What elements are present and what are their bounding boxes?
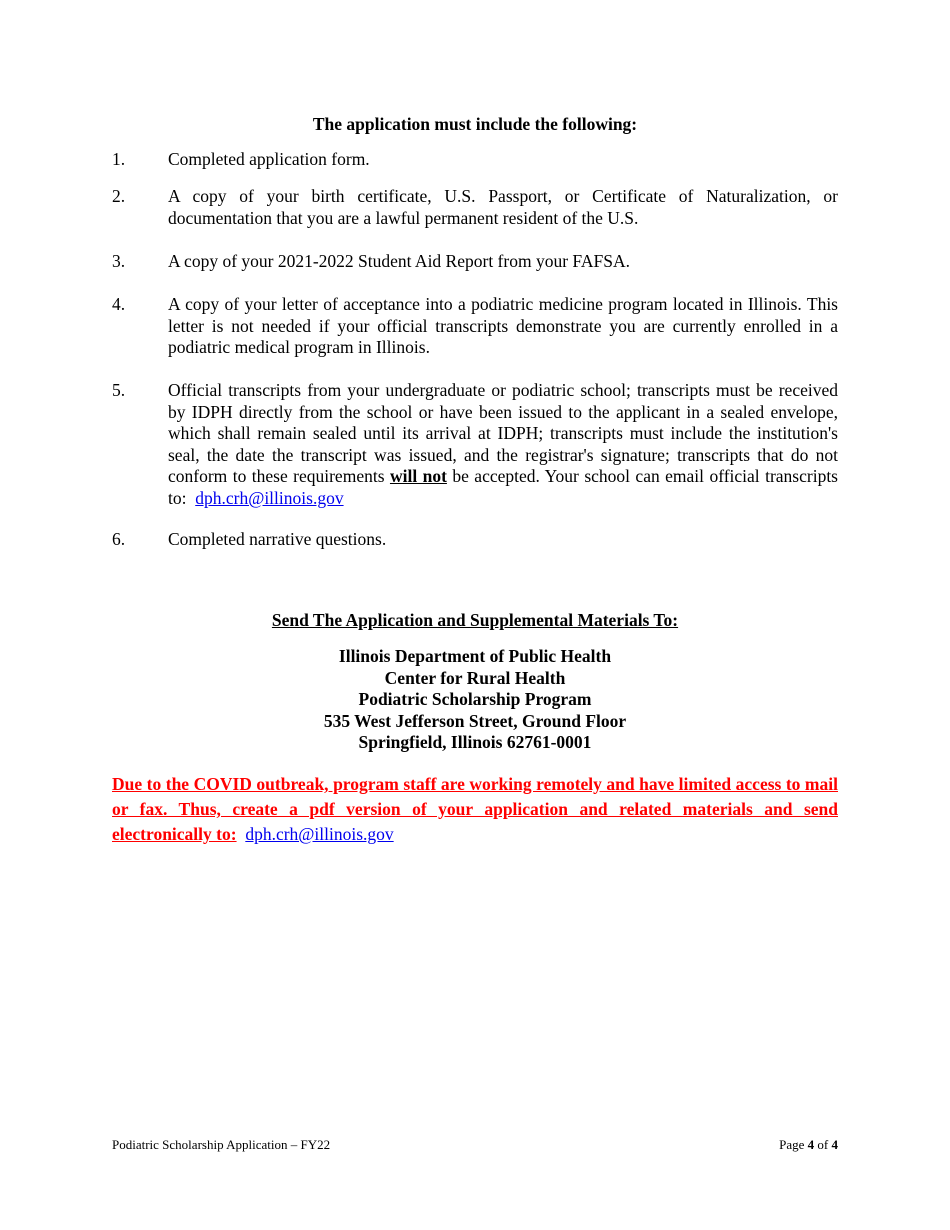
list-item-1 xyxy=(112,149,838,171)
send-materials-heading: Send The Application and Supplemental Materials To: xyxy=(271,610,679,630)
will-not-emphasis: will not xyxy=(389,466,447,487)
address-line: Center for Rural Health xyxy=(384,667,566,688)
transcript-email-lead: be accepted. Your school can email official transcripts to: xyxy=(168,466,838,508)
requirements-heading: The application must include the following: xyxy=(312,114,638,134)
footer-title: Podiatric Scholarship Application – FY22 xyxy=(112,1137,331,1152)
mailing-address xyxy=(0,646,950,754)
list-text: A copy of your birth certificate, U.S. Passport, or Certificate of Naturalization, or documentation that you are a lawful permanent resident of the U.S. xyxy=(168,186,838,228)
list-text: A copy of your letter of acceptance into a podiatric medicine program located in Illinois. This letter is not needed if your official transcripts demonstrate you are currently enrolled in a podiatric medical program in Illinois. xyxy=(168,294,838,358)
page-current: 4 xyxy=(807,1137,815,1152)
list-number: 5. xyxy=(112,380,126,400)
list-text: Completed narrative questions. xyxy=(168,529,387,549)
list-number: 6. xyxy=(112,529,126,549)
address-line: 535 West Jefferson Street, Ground Floor xyxy=(323,710,627,731)
list-item-4 xyxy=(112,294,838,359)
list-item-2 xyxy=(112,186,838,229)
list-text: A copy of your 2021-2022 Student Aid Report from your FAFSA. xyxy=(168,251,630,271)
list-item-6 xyxy=(112,529,838,551)
covid-email-link[interactable]: dph.crh@illinois.gov xyxy=(245,824,394,844)
list-text xyxy=(168,380,838,510)
address-line: Springfield, Illinois 62761-0001 xyxy=(358,732,592,753)
list-item-3 xyxy=(112,251,838,273)
list-number: 4. xyxy=(112,294,126,314)
page-prefix: Page xyxy=(779,1137,805,1152)
covid-notice xyxy=(112,772,838,847)
page-number xyxy=(779,1137,838,1153)
list-item-5 xyxy=(112,380,838,510)
transcript-email-link[interactable]: dph.crh@illinois.gov xyxy=(195,487,344,508)
list-text: Completed application form. xyxy=(168,149,370,169)
address-line: Illinois Department of Public Health xyxy=(338,646,612,666)
covid-notice-text: Due to the COVID outbreak, program staff are working remotely and have limited access to mail or fax. Thus, create a pdf version of your application and related materials and send electronically to: xyxy=(112,774,838,844)
page-total: 4 xyxy=(831,1137,838,1152)
list-number: 3. xyxy=(112,251,126,271)
transcript-requirements-text: Official transcripts from your undergraduate or podiatric school; transcripts must be received by IDPH directly from the school or have been issued to the applicant in a sealed envelope, which shall remain sealed until its arrival at IDPH; transcripts must include the institution's seal, the date the transcript was issued, and the registrar's signature; transcripts that do not conform to these requirements xyxy=(168,380,838,487)
page-sep: of xyxy=(817,1137,829,1152)
list-number: 2. xyxy=(112,186,126,206)
address-line: Podiatric Scholarship Program xyxy=(358,689,592,710)
list-number: 1. xyxy=(112,149,126,169)
